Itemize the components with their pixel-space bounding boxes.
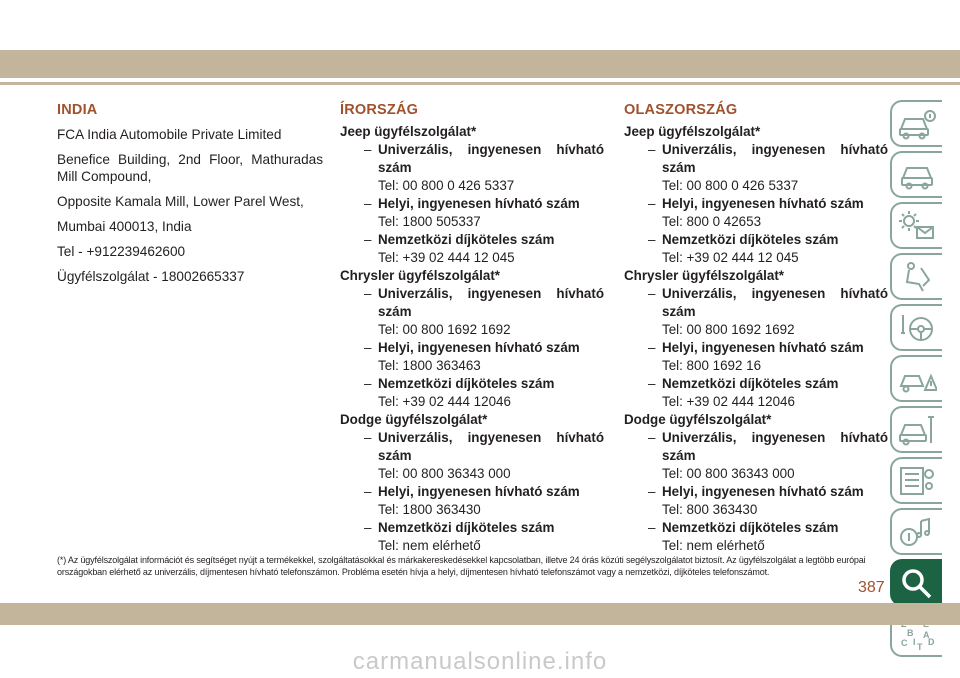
list-item bbox=[340, 339, 604, 357]
item-label: Univerzális, ingyenesen hívható bbox=[662, 142, 888, 157]
dash: – bbox=[648, 196, 656, 211]
group-title: Chrysler ügyfélszolgálat* bbox=[340, 268, 500, 283]
group-title: Dodge ügyfélszolgálat* bbox=[624, 412, 772, 427]
page-number: 387 bbox=[858, 579, 885, 596]
list-item bbox=[624, 231, 888, 249]
group-title: Dodge ügyfélszolgálat* bbox=[340, 412, 488, 427]
india-line: Benefice Building, 2nd Floor, Mathuradas Mill Compound, bbox=[57, 152, 323, 184]
olaszorszag-heading: OLASZORSZÁG bbox=[624, 102, 738, 118]
group-title: Jeep ügyfélszolgálat* bbox=[340, 124, 477, 139]
list-item bbox=[340, 483, 604, 501]
phone-number: Tel: +39 02 444 12046 bbox=[378, 394, 511, 409]
phone-number: Tel: 00 800 36343 000 bbox=[662, 466, 795, 481]
item-label-cont: szám bbox=[378, 304, 412, 319]
item-label: Nemzetközi díjköteles szám bbox=[662, 232, 839, 247]
phone-number: Tel: 00 800 36343 000 bbox=[378, 466, 511, 481]
phone-number: Tel: 800 363430 bbox=[662, 502, 758, 517]
phone-number: Tel: +39 02 444 12 045 bbox=[662, 250, 799, 265]
tab-safety[interactable] bbox=[890, 253, 942, 300]
list-item bbox=[340, 285, 604, 321]
dash: – bbox=[648, 430, 656, 445]
india-line: FCA India Automobile Private Limited bbox=[57, 127, 282, 142]
group-title: Chrysler ügyfélszolgálat* bbox=[624, 268, 784, 283]
tab-index-search[interactable] bbox=[890, 559, 942, 606]
service-group-chrysler bbox=[340, 267, 604, 411]
group-title: Jeep ügyfélszolgálat* bbox=[624, 124, 761, 139]
list-item bbox=[340, 375, 604, 393]
item-label: Univerzális, ingyenesen hívható bbox=[662, 430, 888, 445]
service-group-dodge bbox=[340, 411, 604, 555]
phone-number: Tel: 800 1692 16 bbox=[662, 358, 762, 373]
dash: – bbox=[364, 196, 372, 211]
india-heading: INDIA bbox=[57, 102, 98, 118]
item-label: Univerzális, ingyenesen hívható bbox=[378, 286, 604, 301]
dash: – bbox=[648, 484, 656, 499]
footnote: (*) Az ügyfélszolgálat információt és segítséget nyújt a termékekkel, szolgáltatásokkal és márkakereskedésekkel kapcsolatban, illetve 24 órás közúti segélyszolgálatot biztosít. Az ügyfélszolgálat a legtöbb európai országokban elérhető az univerzális, díjmentesen hívható telefonszámon. Probléma esetén hívja a helyi, díjmentesen hívható telefonszámot vagy a nemzetközi, díjköteles telefonszámot. bbox=[57, 555, 866, 577]
car-service-tools-icon bbox=[897, 413, 937, 447]
list-item bbox=[624, 375, 888, 393]
list-item bbox=[340, 519, 604, 537]
tab-car-info[interactable] bbox=[890, 100, 942, 147]
dash: – bbox=[648, 232, 656, 247]
item-label: Nemzetközi díjköteles szám bbox=[378, 376, 555, 391]
list-item bbox=[624, 339, 888, 357]
dash: – bbox=[364, 484, 372, 499]
multimedia-icon bbox=[897, 515, 937, 549]
magnifier-icon bbox=[897, 566, 937, 600]
item-label: Helyi, ingyenesen hívható szám bbox=[662, 196, 864, 211]
phone-number: Tel: 1800 505337 bbox=[378, 214, 481, 229]
chapter-tabs bbox=[890, 100, 942, 661]
item-label: Helyi, ingyenesen hívható szám bbox=[378, 196, 580, 211]
dash: – bbox=[648, 286, 656, 301]
india-line: Mumbai 400013, India bbox=[57, 219, 192, 234]
dash: – bbox=[364, 430, 372, 445]
tab-warning-lights[interactable] bbox=[890, 202, 942, 249]
phone-number: Tel: 00 800 0 426 5337 bbox=[378, 178, 515, 193]
phone-number: Tel: nem elérhető bbox=[378, 538, 481, 553]
list-item bbox=[624, 285, 888, 321]
index-letter: A bbox=[923, 629, 930, 640]
item-label-cont: szám bbox=[662, 448, 696, 463]
dash: – bbox=[364, 286, 372, 301]
index-letter: T bbox=[917, 641, 923, 651]
list-item bbox=[624, 141, 888, 177]
phone-number: Tel: nem elérhető bbox=[662, 538, 765, 553]
phone-number: Tel: +39 02 444 12046 bbox=[662, 394, 795, 409]
car-dashboard-icon bbox=[897, 158, 937, 192]
service-group-jeep bbox=[340, 123, 604, 267]
dash: – bbox=[364, 520, 372, 535]
olaszorszag-section bbox=[624, 102, 888, 555]
item-label-cont: szám bbox=[378, 448, 412, 463]
header-rule bbox=[0, 82, 960, 85]
india-line: Opposite Kamala Mill, Lower Parel West, bbox=[57, 194, 304, 209]
index-letter: B bbox=[907, 627, 914, 638]
item-label-cont: szám bbox=[662, 304, 696, 319]
dash: – bbox=[648, 376, 656, 391]
item-label: Nemzetközi díjköteles szám bbox=[662, 376, 839, 391]
roadside-emergency-icon bbox=[897, 362, 937, 396]
list-item bbox=[624, 195, 888, 213]
phone-number: Tel: 1800 363430 bbox=[378, 502, 481, 517]
dash: – bbox=[648, 520, 656, 535]
watermark: carmanualsonline.info bbox=[352, 648, 608, 675]
tab-dashboard[interactable] bbox=[890, 151, 942, 198]
item-label: Nemzetközi díjköteles szám bbox=[378, 520, 555, 535]
item-label-cont: szám bbox=[378, 160, 412, 175]
tab-starting-driving[interactable] bbox=[890, 304, 942, 351]
list-item bbox=[624, 429, 888, 465]
steering-wheel-key-icon bbox=[897, 311, 937, 345]
footer-band bbox=[0, 603, 960, 625]
item-label-cont: szám bbox=[662, 160, 696, 175]
phone-number: Tel: 1800 363463 bbox=[378, 358, 481, 373]
service-group-chrysler bbox=[624, 267, 888, 411]
specifications-list-icon bbox=[897, 464, 937, 498]
item-label: Helyi, ingyenesen hívható szám bbox=[378, 340, 580, 355]
service-group-jeep bbox=[624, 123, 888, 267]
irorszag-section bbox=[340, 102, 604, 555]
phone-number: Tel: 00 800 0 426 5337 bbox=[662, 178, 799, 193]
dash: – bbox=[648, 340, 656, 355]
irorszag-heading: ÍRORSZÁG bbox=[340, 102, 419, 118]
phone-number: Tel: 800 0 42653 bbox=[662, 214, 762, 229]
tab-specifications[interactable] bbox=[890, 457, 942, 504]
dash: – bbox=[364, 376, 372, 391]
seat-airbag-icon bbox=[897, 260, 937, 294]
list-item bbox=[340, 429, 604, 465]
list-item bbox=[624, 519, 888, 537]
list-item bbox=[340, 195, 604, 213]
car-info-icon bbox=[897, 107, 937, 141]
index-letter: D bbox=[928, 636, 935, 647]
index-letter: I bbox=[913, 636, 916, 647]
item-label: Nemzetközi díjköteles szám bbox=[662, 520, 839, 535]
india-line: Tel - +912239462600 bbox=[57, 244, 186, 259]
item-label: Univerzális, ingyenesen hívható bbox=[378, 142, 604, 157]
tab-multimedia[interactable] bbox=[890, 508, 942, 555]
item-label: Helyi, ingyenesen hívható szám bbox=[378, 484, 580, 499]
item-label: Univerzális, ingyenesen hívható bbox=[378, 430, 604, 445]
list-item bbox=[340, 231, 604, 249]
dash: – bbox=[364, 340, 372, 355]
service-group-dodge bbox=[624, 411, 888, 555]
phone-number: Tel: 00 800 1692 1692 bbox=[662, 322, 795, 337]
list-item bbox=[340, 141, 604, 177]
item-label: Nemzetközi díjköteles szám bbox=[378, 232, 555, 247]
list-item bbox=[624, 483, 888, 501]
dash: – bbox=[364, 232, 372, 247]
india-section bbox=[57, 102, 323, 293]
dash: – bbox=[648, 142, 656, 157]
index-letter: C bbox=[901, 637, 908, 648]
india-line: Ügyfélszolgálat - 18002665337 bbox=[57, 269, 245, 284]
phone-number: Tel: 00 800 1692 1692 bbox=[378, 322, 511, 337]
tab-servicing[interactable] bbox=[890, 406, 942, 453]
warning-light-message-icon bbox=[897, 209, 937, 243]
item-label: Helyi, ingyenesen hívható szám bbox=[662, 340, 864, 355]
dash: – bbox=[364, 142, 372, 157]
tab-emergency[interactable] bbox=[890, 355, 942, 402]
phone-number: Tel: +39 02 444 12 045 bbox=[378, 250, 515, 265]
header-band bbox=[0, 50, 960, 78]
item-label: Helyi, ingyenesen hívható szám bbox=[662, 484, 864, 499]
item-label: Univerzális, ingyenesen hívható bbox=[662, 286, 888, 301]
